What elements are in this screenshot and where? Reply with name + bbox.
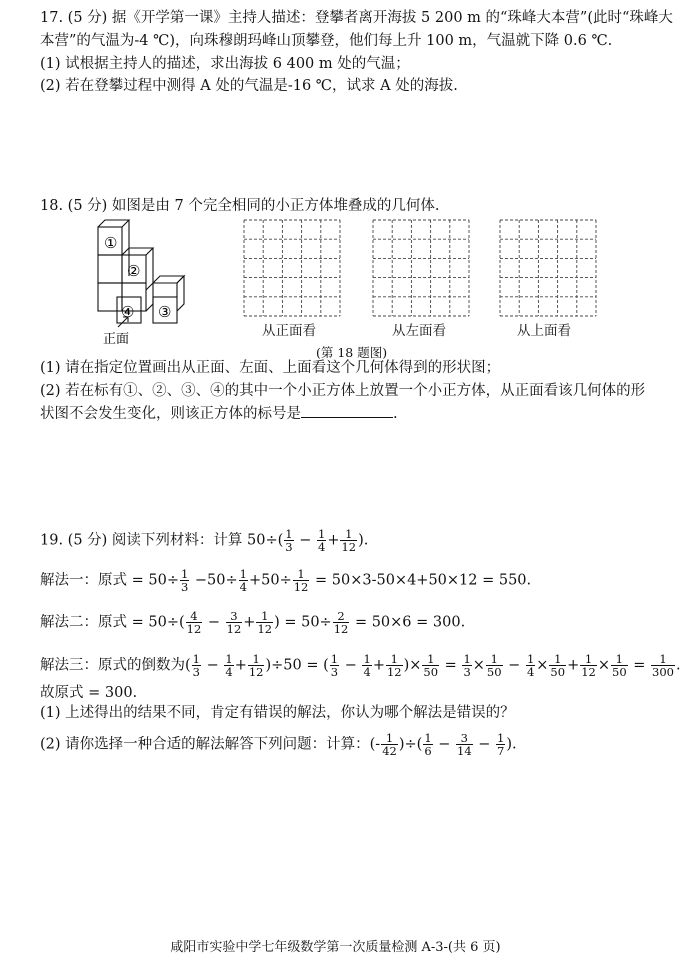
grid-label-front: 从正面看 bbox=[262, 323, 316, 339]
q17-line2: 本营”的气温为-4 ℃)，向珠穆朗玛峰山顶攀登，他们每上升 100 m，气温就下降 0.6 ℃. bbox=[40, 33, 613, 49]
q19-sub1: (1) 上述得出的结果不同，肯定有错误的解法，你认为哪个解法是错误的？ bbox=[40, 705, 515, 721]
cube-label-4: ④ bbox=[121, 303, 135, 321]
q18-sub1: (1) 请在指定位置画出从正面、左面、上面看这个几何体得到的形状图； bbox=[40, 360, 501, 376]
q19-sub2: (2) 请你选择一种合适的解法解答下列问题：计算：(- $\frac{1}{42}$ )÷( $\frac{1}{6}$ − $\frac{3}{14}$ − $\frac{1}{7}$ ). bbox=[40, 731, 517, 758]
m3-prefix: 解法三：原式的倒数为( bbox=[40, 657, 191, 674]
frac-1-12: $\frac{1}{12}$ bbox=[257, 609, 273, 636]
grid-left[interactable] bbox=[373, 220, 469, 316]
frac-1-4: $\frac{1}{4}$ bbox=[318, 527, 326, 554]
q19-stem-prefix: 19. (5 分) 阅读下列材料：计算 50÷( bbox=[40, 532, 284, 549]
m2-prefix: 解法二：原式 = 50÷( bbox=[40, 614, 185, 631]
frac-1-12: $\frac{1}{12}$ bbox=[293, 567, 309, 594]
q18-sub2-text: 状图不会发生变化，则该正方体的标号是 bbox=[40, 406, 301, 422]
frac-2-12: $\frac{2}{12}$ bbox=[333, 609, 349, 636]
front-label: 正面 bbox=[103, 332, 130, 347]
q19-method1: 解法一：原式 = 50÷ $\frac{1}{3}$ −50÷ $\frac{1}{4}$ +50÷ $\frac{1}{12}$ = 50×3-50×4+50×12 = 550. bbox=[40, 567, 532, 594]
q17-sub2: (2) 若在登攀过程中测得 A 处的气温是-16 ℃，试求 A 处的海拔. bbox=[40, 78, 458, 94]
q18-sub2-end: . bbox=[393, 406, 398, 422]
q18-caption: (第 18 题图) bbox=[316, 345, 388, 360]
m2-result: = 50×6 = 300. bbox=[354, 614, 466, 631]
frac-1-4: $\frac{1}{4}$ bbox=[239, 567, 247, 594]
m1-result: = 50×3-50×4+50×12 = 550. bbox=[314, 572, 532, 589]
sub2-prefix: (2) 请你选择一种合适的解法解答下列问题：计算：(- bbox=[40, 736, 381, 753]
q19-conclusion: 故原式 = 300. bbox=[40, 685, 138, 701]
grid-top[interactable] bbox=[500, 220, 596, 316]
q17-sub1: (1) 试根据主持人的描述，求出海拔 6 400 m 处的气温； bbox=[40, 56, 410, 72]
frac-3-12: $\frac{3}{12}$ bbox=[226, 609, 242, 636]
answer-blank[interactable] bbox=[301, 403, 393, 418]
frac-1-3: $\frac{1}{3}$ bbox=[180, 567, 189, 594]
grid-label-left: 从左面看 bbox=[392, 323, 446, 339]
q19-method3: 解法三：原式的倒数为( $\frac{1}{3}$ − $\frac{1}{4}$ + $\frac{1}{12}$ )÷50 = ( $\frac{1}{3}$ − $\frac{1}{4}$ + $\frac{1}{12}$ )× $\frac{1}{50}$ = $\frac{1}{3}$ × $\frac{1}{50}$ − $\frac{1}{4}$ × $\frac{1}{50}$ + $\frac{1}{12}$ × $\frac{1}{50}$ = $\frac{1}{300}$ . bbox=[40, 652, 681, 679]
q18-stem: 18. (5 分) 如图是由 7 个完全相同的小正方体堆叠成的几何体. bbox=[40, 198, 440, 214]
frac-4-12: $\frac{4}{12}$ bbox=[186, 609, 202, 636]
page-footer: 咸阳市实验中学七年级数学第一次质量检测 A-3-(共 6 页) bbox=[170, 940, 501, 955]
q19-method2: 解法二：原式 = 50÷( $\frac{4}{12}$ − $\frac{3}{12}$ + $\frac{1}{12}$ ) = 50÷ $\frac{2}{12}$ = 50×6 = 300. bbox=[40, 609, 466, 636]
q19-stem: 19. (5 分) 阅读下列材料：计算 50÷( $\frac{1}{3}$ − $\frac{1}{4}$ + $\frac{1}{12}$ ). bbox=[40, 527, 369, 554]
m1-prefix: 解法一：原式 = 50÷ bbox=[40, 572, 179, 589]
cube-label-2: ② bbox=[127, 262, 141, 280]
cube-label-3: ③ bbox=[158, 303, 172, 321]
grid-front[interactable] bbox=[244, 220, 340, 316]
q18-sub2-line1: (2) 若在标有①、②、③、④的其中一个小正方体上放置一个小正方体，从正面看该几何体的形 bbox=[40, 383, 646, 399]
frac-1-3: $\frac{1}{3}$ bbox=[285, 527, 293, 554]
frac-1-12: $\frac{1}{12}$ bbox=[341, 527, 357, 554]
q18-sub2-line2 bbox=[40, 403, 398, 424]
cube-label-1: ① bbox=[104, 234, 118, 252]
q17-line1: 17. (5 分) 据《开学第一课》主持人描述：登攀者离开海拔 5 200 m 的“珠峰大本营”(此时“珠峰大 bbox=[40, 10, 673, 26]
grid-label-top: 从上面看 bbox=[517, 323, 571, 339]
